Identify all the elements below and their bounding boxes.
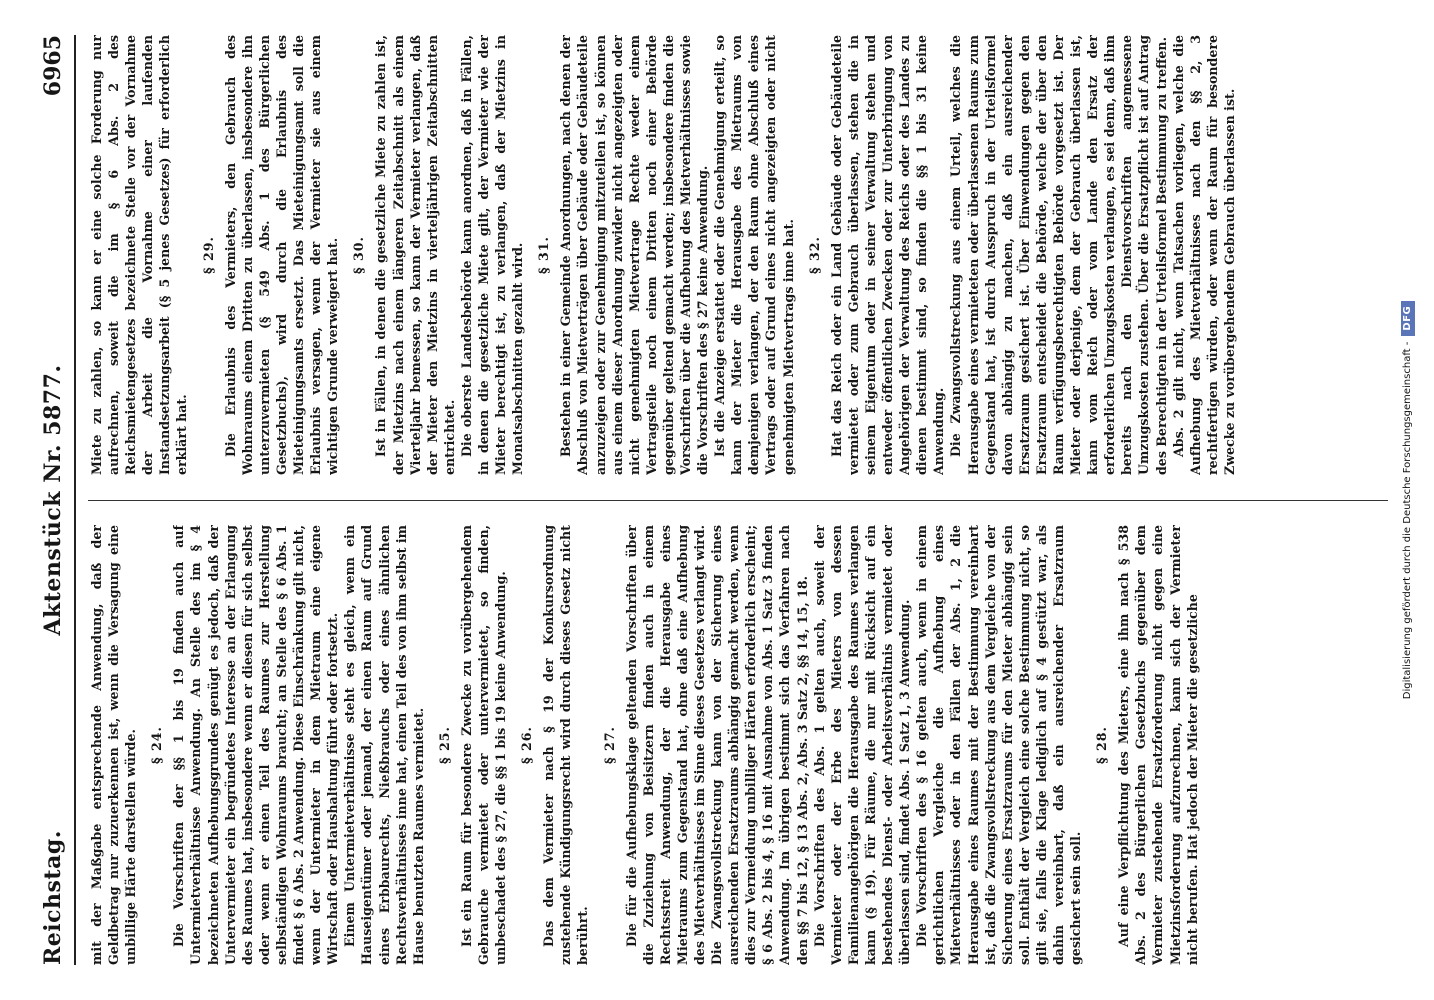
header-left: Reichstag. xyxy=(40,830,66,965)
digitization-note xyxy=(1396,0,1420,1000)
digitization-note-text xyxy=(1396,0,1420,1000)
page-header xyxy=(40,35,72,965)
paragraph: Bestehen in einer Gemeinde Anordnungen, nach denen der Abschluß von Mietverträgen über Gebäude oder Gebäudeteile anzuzeigen oder zur Genehmigung mitzuteilen ist, so können aus einem dieser Anordnung zuwider nicht angezeigten oder nicht genehmigten Mietvertrage Rechte weder einem Vertragsteile noch einem Dritten noch einer Behörde gegenüber geltend gemacht werden; insbesondere finden die Vorschriften über die Aufhebung des Mietverhältnisses sowie die Vorschriften des § 27 keine Anwendung. xyxy=(558,35,711,475)
paragraph: Auf eine Verpflichtung des Mieters, eine ihm nach § 538 Abs. 2 des Bürgerlichen Gesetzbuchs gegenüber dem Vermieter zustehende Ersatzforderung nicht gegen eine Mietzinsforderung aufzurechnen, kann sich der Vermieter nicht berufen. Hat jedoch der Mieter die gesetzliche xyxy=(1116,525,1200,965)
section-heading: § 32. xyxy=(806,236,822,274)
paragraph: Die Vorschriften des Abs. 1 gelten auch, soweit der Vermieter oder der Erbe des Mieters von dessen Familienangehörigen die Herausgabe des Raumes verlangen kann (§ 19). Für Räume, die nur mit Rücksicht auf ein bestehendes Dienst- oder Arbeitsverhältnis vermietet oder überlassen sind, findet Abs. 1 Satz 1, 3 Anwendung. xyxy=(811,525,913,965)
paragraph: mit der Maßgabe entsprechende Anwendung, daß der Geldbetrag nur zuzuerkennen ist, wenn die Versagung eine unbillige Härte darstellen würde. xyxy=(89,525,139,965)
paragraph: Die Vorschriften der §§ 1 bis 19 finden auch auf Untermietverhältnisse Anwendung. An Stelle des im § 4 bezeichneten Aufhebungsgrundes genügt es jedoch, daß der Untervermieter ein begründetes Interesse an der Erlangung des Raumes hat, insbesondere wenn er diesen für sich selbst oder wenn er einen Teil des Raumes zur Herstellung selbständigen Wohnraums braucht; an Stelle des § 6 Abs. 1 findet § 6 Abs. 2 Anwendung. Diese Einschränkung gilt nicht, wenn der Untermieter in dem Mietraum eine eigene Wirtschaft oder Haushaltung führt oder fortsetzt. xyxy=(171,525,341,965)
header-center: Aktenstück Nr. 5877. xyxy=(40,364,66,636)
paragraph: Miete zu zahlen, so kann er eine solche Forderung nur aufrechnen, soweit die im § 6 Abs. 2 des Reichsmietengesetzes bezeichnete Stelle vor der Vornahme der Arbeit die Vornahme einer laufenden Instandsetzungsarbeit (§ 5 jenes Gesetzes) für erforderlich erklärt hat. xyxy=(89,35,190,475)
section-heading: § 24. xyxy=(149,726,165,764)
section-heading: § 29. xyxy=(200,236,216,274)
section-heading: § 26. xyxy=(519,726,535,764)
paragraph: Das dem Vermieter nach § 19 der Konkursordnung zustehende Kündigungsrecht wird durch dieses Gesetz nicht berührt. xyxy=(541,525,591,965)
paragraph: Die Erlaubnis des Vermieters, den Gebrauch des Wohnraums einem Dritten zu überlassen, insbesondere ihn unterzuvermieten (§ 549 Abs. 1 des Bürgerlichen Gesetzbuchs), wird durch die Erlaubnis des Mieteinigungsamts ersetzt. Das Mieteinigungsamt soll die Erlaubnis versagen, wenn der Vermieter sie aus einem wichtigen Grunde verweigert hat. xyxy=(222,35,341,475)
section-heading: § 31. xyxy=(536,236,552,274)
right-column xyxy=(88,35,1388,475)
paragraph: Die Zwangsvollstreckung aus einem Urteil, welches die Herausgabe eines vermieteten oder überlassenen Raums zum Gegenstand hat, ist durch Ausspruch in der Urteilsformel davon abhängig zu machen, daß ein ausreichender Ersatzraum gesichert ist. Über Einwendungen gegen den Ersatzraum entscheidet die Behörde, welche der über den Raum verfügungsberechtigten Behörde vorgesetzt ist. Der Mieter oder derjenige, dem der Gebrauch überlassen ist, kann vom Reich oder vom Lande den Ersatz der erforderlichen Umzugskosten verlangen, es sei denn, daß ihm bereits nach den Dienstvorschriften angemessene Umzugskosten zustehen. Über die Ersatzpflicht ist auf Antrag des Berechtigten in der Urteilsformel Bestimmung zu treffen. xyxy=(948,35,1169,475)
paragraph: Ist in Fällen, in denen die gesetzliche Miete zu zahlen ist, der Mietzins nach einem längeren Zeitabschnitt als einem Vierteljahr bemessen, so kann der Vermieter verlangen, daß der Mieter den Mietzins in vierteljährigen Zeitabschnitten entrichtet. xyxy=(373,35,457,475)
dfg-logo: DFG xyxy=(1401,301,1415,336)
paragraph: Die Vorschriften des § 16 gelten auch, wenn in einem gerichtlichen Vergleiche die Aufhebung eines Mietverhältnisses oder in den Fällen der Abs. 1, 2 die Herausgabe eines Raumes mit der Bestimmung vereinbart ist, daß die Zwangsvollstreckung aus dem Vergleiche von der Sicherung eines Ersatzraums für den Mieter abhängig sein soll. Enthält der Vergleich eine solche Bestimmung nicht, so gilt sie, falls die Klage lediglich auf § 4 gestützt war, als dahin vereinbart, daß ein ausreichender Ersatzraum gesichert sein soll. xyxy=(914,525,1084,965)
section-heading: § 25. xyxy=(436,726,452,764)
paragraph: Hat das Reich oder ein Land Gebäude oder Gebäudeteile vermietet oder zum Gebrauch überlassen, stehen die in seinem Eigentum oder in seiner Verwaltung stehen und entweder öffentlichen Zwecken oder zur Unterbringung von Angehörigen der Verwaltung des Reichs oder des Landes zu dienen bestimmt sind, so finden die §§ 1 bis 31 keine Anwendung. xyxy=(828,35,947,475)
column-divider xyxy=(88,500,1388,501)
digitization-credit: Digitalisierung gefördert durch die Deutsche Forschungsgemeinschaft - xyxy=(1402,341,1413,700)
paragraph: Abs. 2 gilt nicht, wenn Tatsachen vorliegen, welche die Aufhebung des Mietverhältnisses nach den §§ 2, 3 rechtfertigen würden, oder wenn der Raum für besondere Zwecke zu vorübergehendem Gebrauch überlassen ist. xyxy=(1170,35,1237,475)
left-column xyxy=(88,525,1388,965)
header-rule xyxy=(74,35,76,965)
paragraph: Ist ein Raum für besondere Zwecke zu vorübergehendem Gebrauche vermietet oder untervermietet, so finden, unbeschadet des § 27, die §§ 1 bis 19 keine Anwendung. xyxy=(458,525,509,965)
paragraph: Einem Untermietverhältnisse steht es gleich, wenn ein Hauseigentümer oder jemand, der einen Raum auf Grund eines Erbbaurechts, Nießbrauchs oder eines ähnlichen Rechtsverhältnisses inne hat, einen Teil des von ihm selbst im Hause benutzten Raumes vermietet. xyxy=(342,525,426,965)
section-heading: § 30. xyxy=(351,236,367,274)
paragraph: Die für die Aufhebungsklage geltenden Vorschriften über die Zuziehung von Beisitzern finden auch in einem Rechtsstreit Anwendung, der die Herausgabe eines Mietraums zum Gegenstand hat, ohne daß eine Aufhebung des Mietverhältnisses im Sinne dieses Gesetzes verlangt wird. Die Zwangsvollstreckung kann von der Sicherung eines ausreichenden Ersatzraums abhängig gemacht werden, wenn dies zur Vermeidung unbilliger Härten erforderlich erscheint; § 6 Abs. 2 bis 4, § 16 mit Ausnahme von Abs. 1 Satz 3 finden Anwendung. Im übrigen bestimmt sich das Verfahren nach den §§ 7 bis 12, § 13 Abs. 2, Abs. 3 Satz 2, §§ 14, 15, 18. xyxy=(623,525,810,965)
section-heading: § 28. xyxy=(1094,726,1110,764)
page-number: 6965 xyxy=(40,35,66,97)
paragraph: Ist die Anzeige erstattet oder die Genehmigung erteilt, so kann der Mieter die Herausgabe des Mietraums von demjenigen verlangen, der den Raum ohne Abschluß eines Vertrags oder auf Grund eines nicht angezeigten oder nicht genehmigten Mietvertrags inne hat. xyxy=(712,35,796,475)
paragraph: Die oberste Landesbehörde kann anordnen, daß in Fällen, in denen die gesetzliche Miete gilt, der Vermieter wie der Mieter berechtigt ist, zu verlangen, daß der Mietzins in Monatsabschnitten gezahlt wird. xyxy=(458,35,526,475)
document-page xyxy=(32,35,1412,965)
section-heading: § 27. xyxy=(601,726,617,764)
header-title xyxy=(40,35,66,965)
